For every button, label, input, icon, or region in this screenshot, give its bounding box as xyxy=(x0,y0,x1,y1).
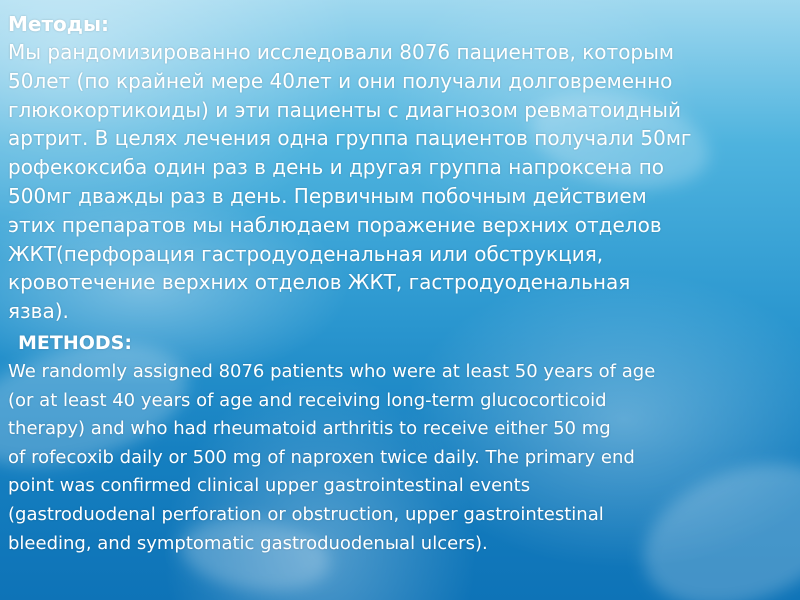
slide-content xyxy=(8,10,792,598)
russian-methods-paragraph: Мы рандомизированно исследовали 8076 пациентов, которым 50лет (по крайней мере 40лет и они получали долговременно глюкокортикоиды) и эти пациенты с диагнозом ревматоидный артрит. В целях лечения одна группа пациентов получали 50мг рофекоксиба один раз в день и другая группа напроксена по 500мг дважды раз в день. Первичным побочным действием этих препаратов мы наблюдаем поражение верхних отделов ЖКТ(перфорация гастродуоденальная или обструкция, кровотечение верхних отделов ЖКТ, гастродуоденальная язва). xyxy=(8,40,692,324)
russian-heading: Методы: xyxy=(8,12,110,36)
english-methods-paragraph: We randomly assigned 8076 patients who were at least 50 years of age (or at least 40 years of age and receiving long-term glucocorticoid therapy) and who had rheumatoid arthritis to receive either 50 mg of rofecoxib daily or 500 mg of naproxen twice daily. The primary end point was confirmed clinical upper gastrointestinal events (gastroduodenal perforation or obstruction, upper gastrointestinal bleeding, and symptomatic gastroduodenыal ulcers). xyxy=(8,360,656,554)
english-heading: METHODS: xyxy=(18,331,132,354)
